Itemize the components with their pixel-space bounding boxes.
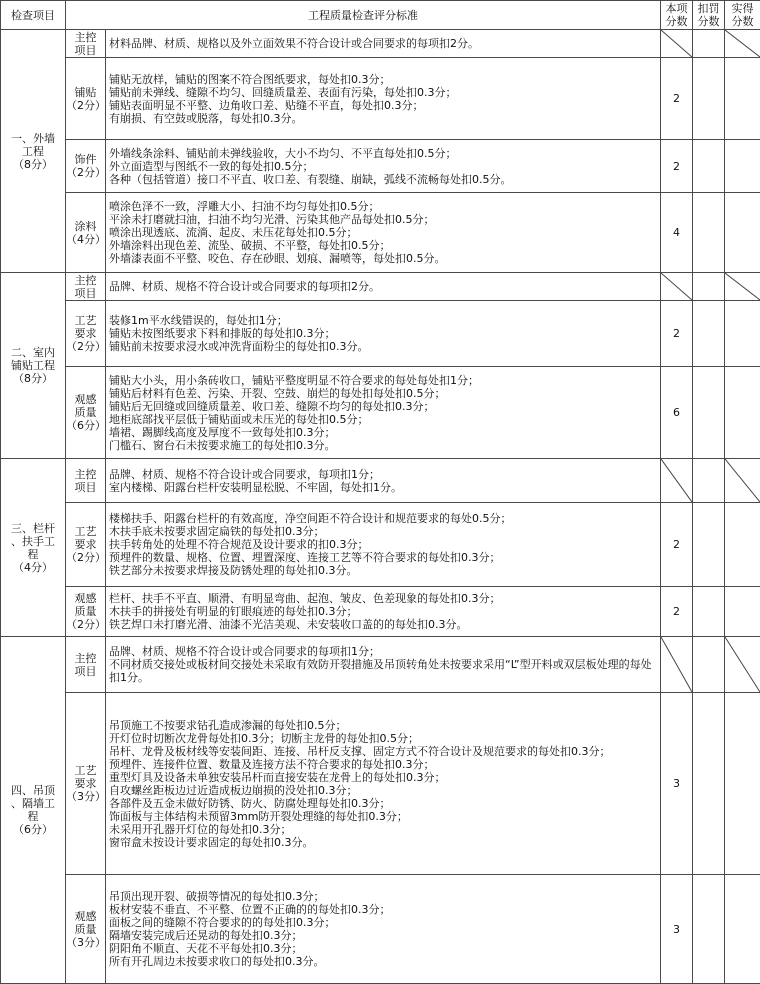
criteria-cell — [106, 459, 661, 503]
actual-score-cell — [725, 459, 760, 503]
item-score-cell — [661, 693, 693, 875]
subitem-cell — [66, 301, 106, 367]
category-label: 二、室内 — [1, 346, 65, 359]
subitem-cell — [66, 58, 106, 140]
deduct-score-cell[interactable] — [693, 273, 725, 301]
subitem-cell — [66, 587, 106, 637]
criteria-cell — [106, 140, 661, 193]
criteria-line: 铺贴前未弹线、缝隙不均匀、回缝质量差、表面有污染，每处扣0.3分； — [109, 86, 658, 99]
item-score-value: 2 — [673, 605, 680, 618]
criteria-line: 外墙线条涂料、铺贴前未弹线验收，大小不均匀、不平直每处扣0.5分； — [109, 147, 658, 160]
header-standard: 工程质量检查评分标准 — [66, 1, 661, 30]
criteria-line: 预埋件的数量、规格、位置、埋置深度、连接工艺等不符合要求的每处扣0.3分； — [109, 551, 658, 564]
subitem-cell — [66, 637, 106, 693]
criteria-line: 装修1m平水线错误的，每处扣1分； — [109, 314, 658, 327]
deduct-score-cell[interactable] — [693, 140, 725, 193]
subitem-cell — [66, 503, 106, 587]
criteria-cell — [106, 273, 661, 301]
table-row — [1, 367, 760, 459]
table-row — [1, 273, 760, 301]
item-score-cell — [661, 30, 693, 58]
table-row — [1, 637, 760, 693]
subitem-label: 主控 — [66, 31, 105, 44]
table-row — [1, 459, 760, 503]
table-row — [1, 503, 760, 587]
actual-score-cell — [725, 273, 760, 301]
subitem-label: 主控 — [66, 468, 105, 481]
actual-score-cell[interactable] — [725, 58, 760, 140]
subitem-label: 工艺 — [66, 764, 105, 777]
criteria-line: 墙裙、踢脚线高度及厚度不一致每处扣0.3分； — [109, 426, 658, 439]
criteria-line: 自攻螺丝距板边过近造成板边崩损的没处扣0.3分； — [109, 784, 658, 797]
item-score-value: 2 — [673, 92, 680, 105]
subitem-label: 观感 — [66, 910, 105, 923]
subitem-label: 要求 — [66, 777, 105, 790]
subitem-label: 质量 — [66, 605, 105, 618]
subitem-label: 观感 — [66, 393, 105, 406]
criteria-line: 窗帘盒未按设计要求固定的每处扣0.3分。 — [109, 836, 658, 849]
subitem-cell — [66, 273, 106, 301]
criteria-line: 铺贴后无回缝或回缝质量差、收口差、缝隙不均匀的每处扣0.3分； — [109, 400, 658, 413]
header-actual-score: 实得 分数 — [725, 1, 760, 30]
category-label: （6分） — [1, 823, 65, 836]
table-row — [1, 875, 760, 984]
subitem-cell — [66, 193, 106, 273]
subitem-label: 项目 — [66, 287, 105, 300]
criteria-line: 喷涂出现透底、流淌、起皮、未压花每处扣0.5分； — [109, 226, 658, 239]
criteria-line: 材料品牌、材质、规格以及外立面效果不符合设计或合同要求的每项扣2分。 — [109, 37, 658, 50]
item-score-cell — [661, 193, 693, 273]
criteria-line: 品牌、材质、规格不符合设计或合同要求的每项扣2分。 — [109, 280, 658, 293]
subitem-label: （4分） — [66, 233, 105, 246]
subitem-label: 工艺 — [66, 525, 105, 538]
category-label: 程 — [1, 810, 65, 823]
criteria-line: 吊杆、龙骨及板材线等安装间距、连接、吊杆反支撑、固定方式不符合设计及规范要求的每处扣0.3分； — [109, 745, 658, 758]
criteria-line: 铺贴表面明显不平整、边角收口差、贴缝不平直，每处扣0.3分； — [109, 99, 658, 112]
criteria-line: 铁艺焊口未打磨光滑、油漆不光洁美观、未安装收口盖的的每处扣0.3分。 — [109, 618, 658, 631]
criteria-line: 预埋件、连接件位置、数量及连接方法不符合要求的每处扣0.3分； — [109, 758, 658, 771]
item-score-value: 6 — [673, 406, 680, 419]
deduct-score-cell[interactable] — [693, 301, 725, 367]
criteria-cell — [106, 367, 661, 459]
item-score-cell — [661, 301, 693, 367]
criteria-line: 面板之间的缝隙不符合要求的的每处扣0.3分； — [109, 916, 658, 929]
subitem-label: 项目 — [66, 665, 105, 678]
actual-score-cell — [725, 30, 760, 58]
criteria-line: 饰面板与主体结构未预留3mm防开裂处理缝的每处扣0.3分； — [109, 810, 658, 823]
item-score-cell — [661, 875, 693, 984]
actual-score-cell[interactable] — [725, 367, 760, 459]
criteria-line: 各种（包括管道）接口不平直、收口差、有裂缝、崩缺，弧线不流畅每处扣0.5分。 — [109, 173, 658, 186]
criteria-line: 喷涂色泽不一致，浮雕大小、扫油不均匀每处扣0.5分； — [109, 200, 658, 213]
diagonal-slash — [661, 637, 692, 692]
subitem-label: （2分） — [66, 99, 105, 112]
subitem-label: 要求 — [66, 538, 105, 551]
subitem-label: 要求 — [66, 327, 105, 340]
criteria-cell — [106, 637, 661, 693]
subitem-label: （2分） — [66, 166, 105, 179]
item-score-cell — [661, 367, 693, 459]
item-score-value: 2 — [673, 160, 680, 173]
category-label: 、扶手工 — [1, 535, 65, 548]
item-score-value: 4 — [673, 226, 680, 239]
criteria-cell — [106, 693, 661, 875]
deduct-score-cell[interactable] — [693, 693, 725, 875]
subitem-label: 项目 — [66, 44, 105, 57]
actual-score-cell[interactable] — [725, 301, 760, 367]
actual-score-cell[interactable] — [725, 875, 760, 984]
criteria-line: 阴阳角不顺直、天花不平每处扣0.3分； — [109, 942, 658, 955]
header-check-item: 检查项目 — [1, 1, 66, 30]
subitem-cell — [66, 30, 106, 58]
criteria-line: 平涂未打磨就扫油，扫油不均匀光滑、污染其他产品每处扣0.5分； — [109, 213, 658, 226]
subitem-label: （6分） — [66, 419, 105, 432]
criteria-line: 扶手转角处的处理不符合规范及设计要求的扣0.3分； — [109, 538, 658, 551]
criteria-line: 外墙漆表面不平整、咬色、存在砂眼、划痕、漏喷等，每处扣0.5分。 — [109, 252, 658, 265]
criteria-line: 室内楼梯、阳露台栏杆安装明显松脱、不牢固，每处扣1分。 — [109, 481, 658, 494]
item-score-value: 3 — [673, 777, 680, 790]
category-label: （4分） — [1, 561, 65, 574]
diagonal-slash — [725, 459, 760, 502]
diagonal-slash — [725, 30, 760, 57]
header-deduct-score: 扣罚 分数 — [693, 1, 725, 30]
subitem-label: 观感 — [66, 592, 105, 605]
table-row — [1, 30, 760, 58]
table-row — [1, 193, 760, 273]
subitem-label: （2分） — [66, 340, 105, 353]
criteria-cell — [106, 193, 661, 273]
subitem-label: 铺贴 — [66, 86, 105, 99]
criteria-line: 开灯位时切断次龙骨每处扣0.3分；切断主龙骨的每处扣0.5分； — [109, 732, 658, 745]
criteria-line: 栏杆、扶手不平直、顺滑、有明显弯曲、起泡、皱皮、色差现象的每处扣0.3分； — [109, 592, 658, 605]
deduct-score-cell[interactable] — [693, 637, 725, 693]
diagonal-slash — [661, 459, 692, 502]
criteria-line: 门槛石、窗台石未按要求施工的每处扣0.3分。 — [109, 439, 658, 452]
diagonal-slash — [661, 273, 692, 300]
actual-score-cell[interactable] — [725, 193, 760, 273]
item-score-cell — [661, 58, 693, 140]
deduct-score-cell[interactable] — [693, 459, 725, 503]
deduct-score-cell[interactable] — [693, 587, 725, 637]
subitem-cell — [66, 140, 106, 193]
criteria-line: 品牌、材质、规格不符合设计或合同要求的每项扣1分； — [109, 645, 658, 658]
deduct-score-cell[interactable] — [693, 367, 725, 459]
criteria-line: 木扶手底未按要求固定扁铁的每处扣0.3分； — [109, 525, 658, 538]
diagonal-slash — [725, 273, 760, 300]
item-score-value: 3 — [673, 923, 680, 936]
criteria-line: 铺贴大小头，用小条砖收口，铺贴平整度明显不符合要求的每处每处扣1分； — [109, 374, 658, 387]
criteria-line: 未采用开孔器开灯位的每处扣0.3分； — [109, 823, 658, 836]
deduct-score-cell[interactable] — [693, 875, 725, 984]
item-score-cell — [661, 273, 693, 301]
category-label: （8分） — [1, 372, 65, 385]
criteria-line: 铺贴前未按要求浸水或冲洗背面粉尘的每处扣0.3分。 — [109, 340, 658, 353]
criteria-line: 吊顶施工不按要求钻孔造成渗漏的每处扣0.5分； — [109, 719, 658, 732]
deduct-score-cell[interactable] — [693, 193, 725, 273]
category-label: 四、吊顶 — [1, 784, 65, 797]
table-row — [1, 58, 760, 140]
criteria-line: 木扶手的拼接处有明显的钉眼痕迹的每处扣0.3分； — [109, 605, 658, 618]
actual-score-cell[interactable] — [725, 140, 760, 193]
criteria-line: 所有开孔周边未按要求收口的每处扣0.3分。 — [109, 955, 658, 968]
criteria-line: 各部件及五金未做好防锈、防火、防腐处理每处扣0.3分； — [109, 797, 658, 810]
item-score-cell — [661, 587, 693, 637]
header-item-score: 本项 分数 — [661, 1, 693, 30]
criteria-cell — [106, 301, 661, 367]
actual-score-cell — [725, 637, 760, 693]
criteria-line: 隔墙安装完成后还晃动的每处扣0.3分； — [109, 929, 658, 942]
subitem-label: （3分） — [66, 790, 105, 803]
subitem-label: 质量 — [66, 923, 105, 936]
criteria-cell — [106, 875, 661, 984]
criteria-line: 铺贴无放样，铺贴的图案不符合图纸要求，每处扣0.3分； — [109, 73, 658, 86]
category-label: 、隔墙工 — [1, 797, 65, 810]
category-label: 三、栏杆 — [1, 522, 65, 535]
subitem-label: 项目 — [66, 481, 105, 494]
deduct-score-cell[interactable] — [693, 58, 725, 140]
actual-score-cell[interactable] — [725, 587, 760, 637]
criteria-line: 板材安装不垂直、不平整、位置不正确的的每处扣0.3分； — [109, 903, 658, 916]
subitem-label: （2分） — [66, 551, 105, 564]
category-label: 铺贴工程 — [1, 359, 65, 372]
criteria-cell — [106, 587, 661, 637]
criteria-line: 地柜底部找平层低于铺贴面或未压光的每处扣0.5分； — [109, 413, 658, 426]
item-score-value: 2 — [673, 538, 680, 551]
deduct-score-cell[interactable] — [693, 30, 725, 58]
criteria-line: 有崩损、有空鼓或脱落，每处扣0.3分。 — [109, 112, 658, 125]
subitem-label: 主控 — [66, 274, 105, 287]
category-label: 一、外墙 — [1, 132, 65, 145]
criteria-line: 吊顶出现开裂、破损等情况的每处扣0.3分； — [109, 890, 658, 903]
criteria-cell — [106, 58, 661, 140]
deduct-score-cell[interactable] — [693, 503, 725, 587]
actual-score-cell[interactable] — [725, 693, 760, 875]
criteria-line: 楼梯扶手、阳露台栏杆的有效高度，净空间距不符合设计和规范要求的每处0.5分； — [109, 512, 658, 525]
table-row — [1, 140, 760, 193]
criteria-line: 不同材质交接处或板材间交接处未采取有效防开裂措施及吊顶转角处未按要求采用“L”型开料或双层板处理的每处扣1分。 — [109, 658, 658, 684]
criteria-line: 铺贴后材料有色差、污染、开裂、空鼓、崩烂的每处扣每处扣0.5分； — [109, 387, 658, 400]
category-cell — [1, 273, 66, 459]
diagonal-slash — [725, 637, 760, 692]
criteria-line: 外立面造型与图纸不一致的每处扣0.5分； — [109, 160, 658, 173]
item-score-cell — [661, 503, 693, 587]
criteria-line: 重型灯具及设备未单独安装吊杆而直接安装在龙骨上的每处扣0.3分； — [109, 771, 658, 784]
criteria-line: 铺贴未按图纸要求下料和排版的每处扣0.3分； — [109, 327, 658, 340]
criteria-line: 铁艺部分未按要求焊接及防锈处理的每处扣0.3分。 — [109, 564, 658, 577]
category-cell — [1, 459, 66, 637]
subitem-label: （3分） — [66, 936, 105, 949]
subitem-cell — [66, 693, 106, 875]
subitem-cell — [66, 367, 106, 459]
subitem-label: 工艺 — [66, 314, 105, 327]
subitem-label: （2分） — [66, 618, 105, 631]
item-score-value: 2 — [673, 327, 680, 340]
subitem-cell — [66, 875, 106, 984]
subitem-label: 主控 — [66, 652, 105, 665]
criteria-cell — [106, 30, 661, 58]
category-label: 工程 — [1, 145, 65, 158]
actual-score-cell[interactable] — [725, 503, 760, 587]
category-label: 程 — [1, 548, 65, 561]
subitem-cell — [66, 459, 106, 503]
table-row — [1, 693, 760, 875]
item-score-cell — [661, 637, 693, 693]
subitem-label: 涂料 — [66, 220, 105, 233]
item-score-cell — [661, 459, 693, 503]
diagonal-slash — [661, 30, 692, 57]
subitem-label: 饰件 — [66, 153, 105, 166]
header-row — [1, 1, 760, 30]
criteria-cell — [106, 503, 661, 587]
table-row — [1, 587, 760, 637]
subitem-label: 质量 — [66, 406, 105, 419]
criteria-line: 品牌、材质、规格不符合设计或合同要求，每项扣1分； — [109, 468, 658, 481]
category-label: （8分） — [1, 158, 65, 171]
table-row — [1, 301, 760, 367]
item-score-cell — [661, 140, 693, 193]
category-cell — [1, 30, 66, 273]
criteria-line: 外墙涂料出现色差、流坠、破损、不平整，每处扣0.5分； — [109, 239, 658, 252]
category-cell — [1, 637, 66, 984]
